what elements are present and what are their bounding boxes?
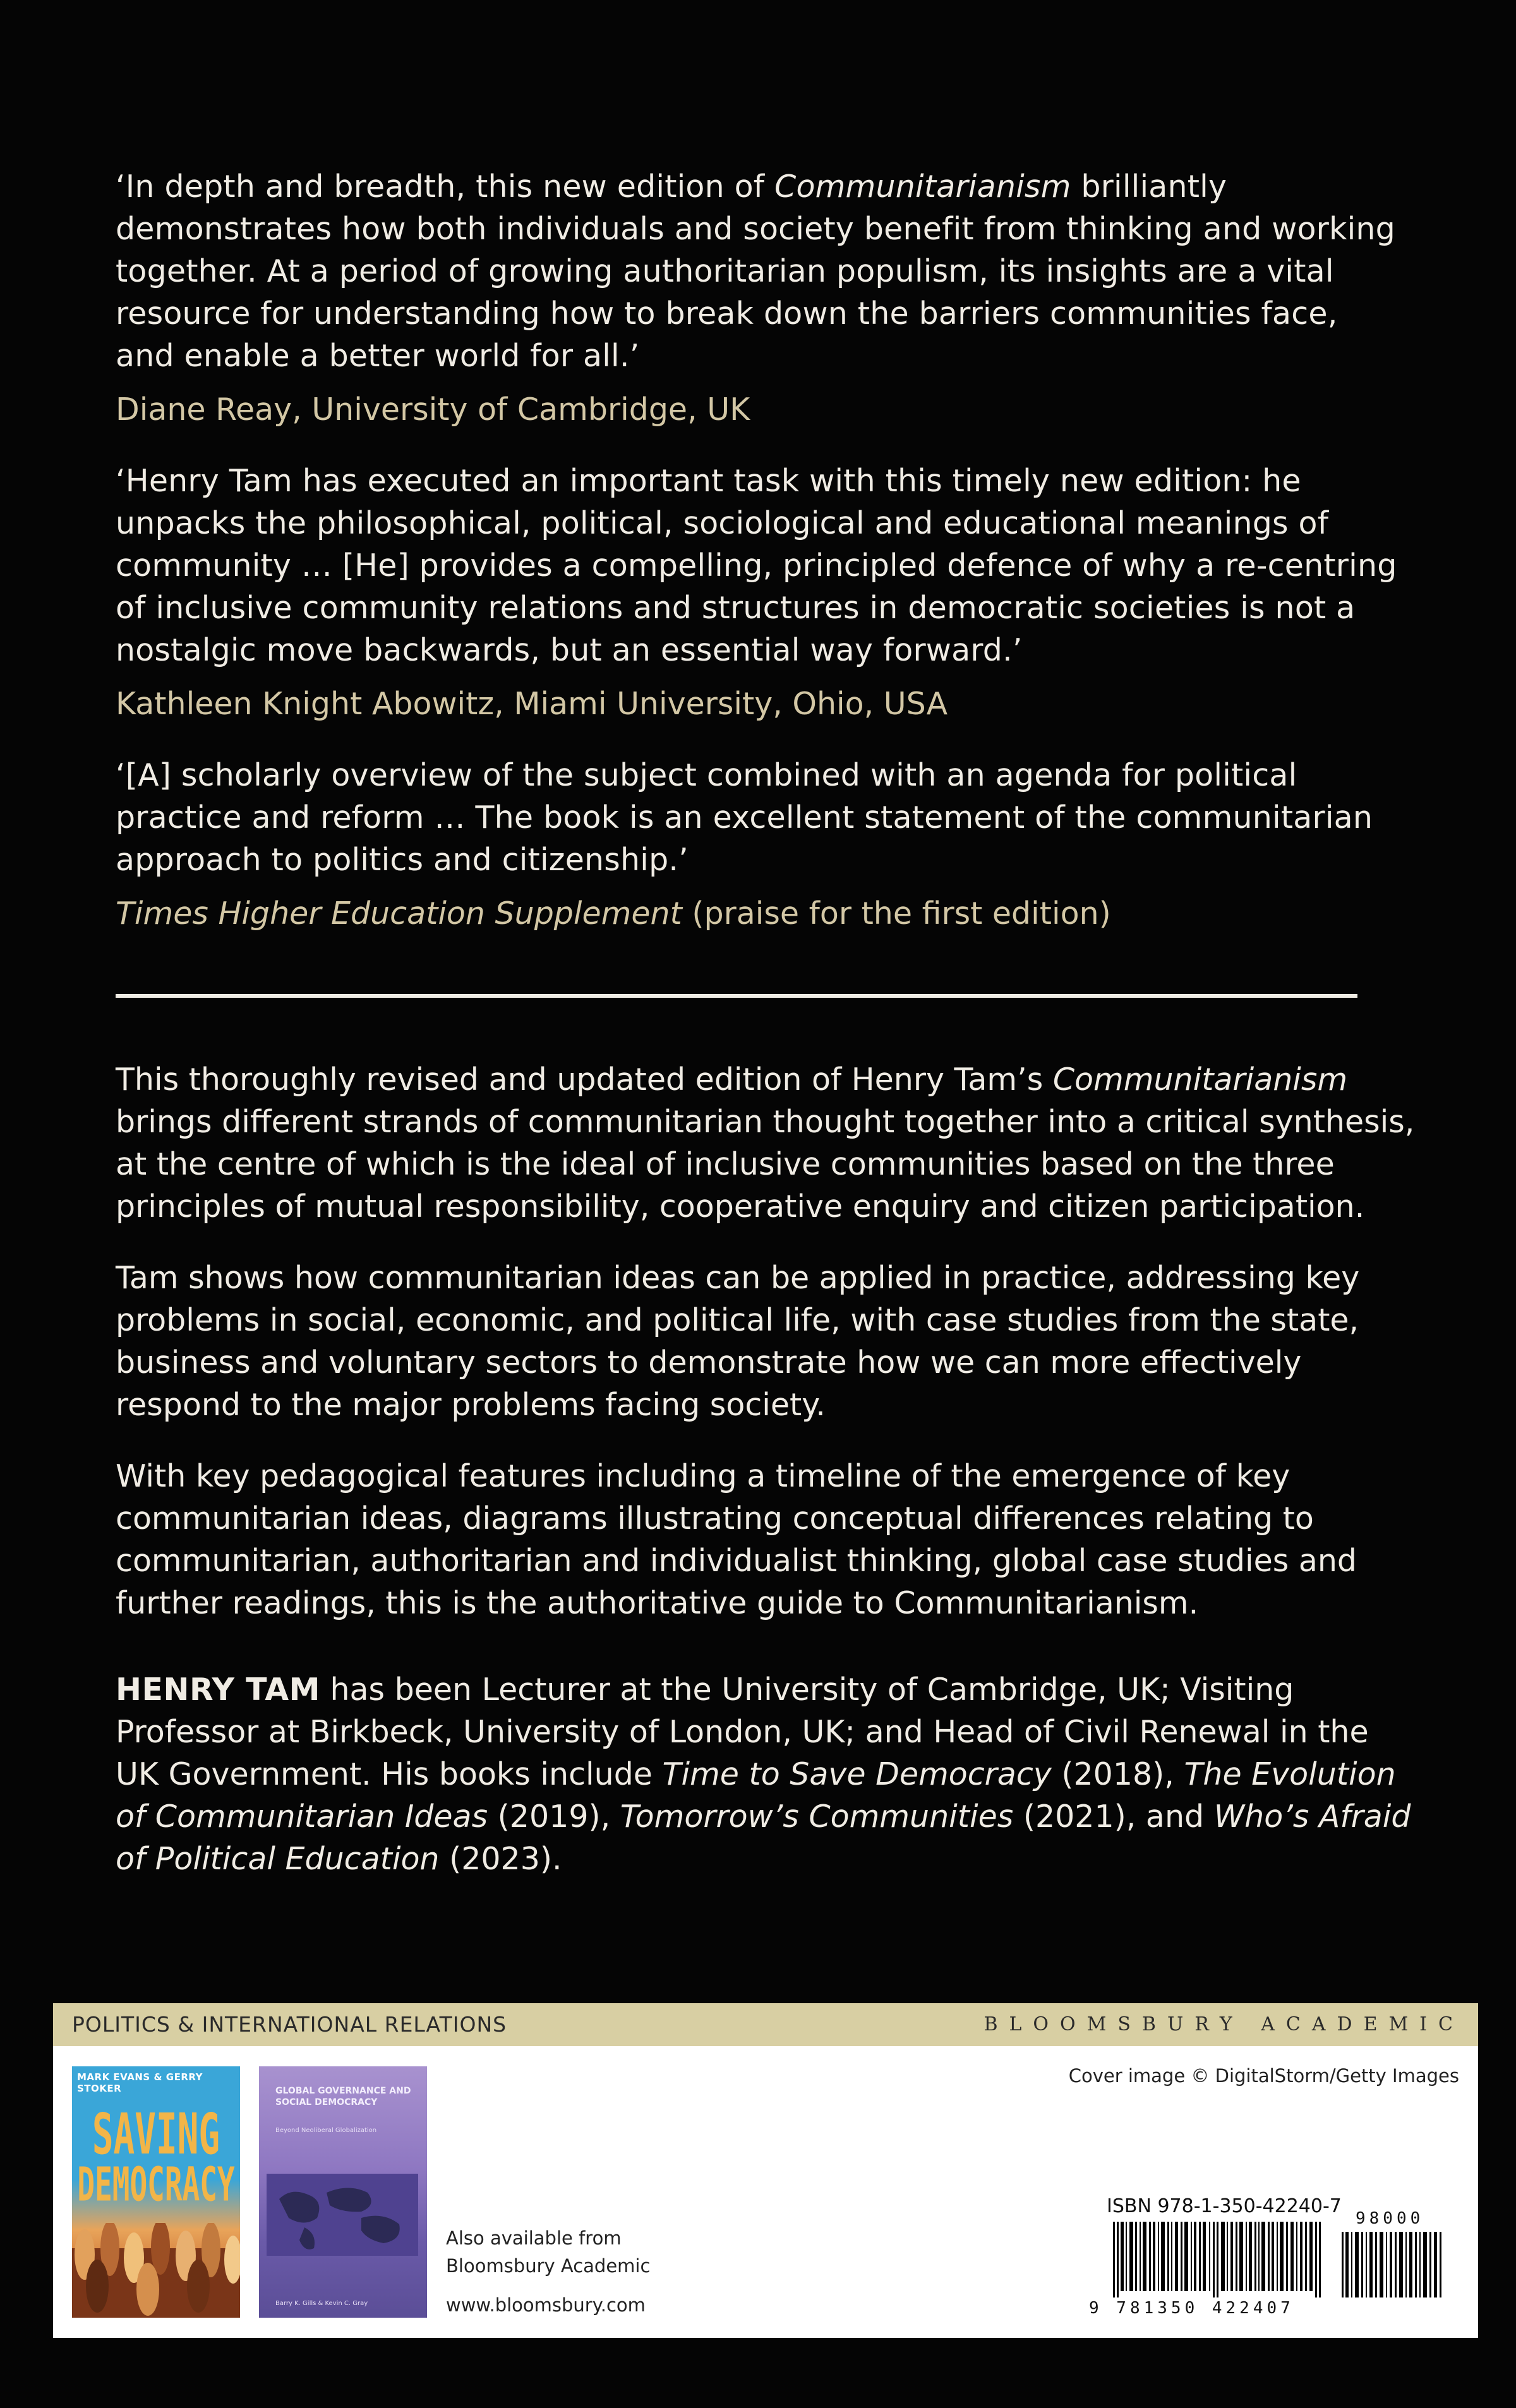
bio-text: has been Lecturer at the University of Cambridge, UK; Visiting Professor at Birkbeck, University of London, UK; and Head of Civil Renewal in the UK Government. His books include: [116, 1672, 1369, 1792]
also-available-line1: Also available from: [446, 2227, 622, 2249]
category-strip: [53, 2003, 1478, 2046]
endorsement-text-part: ‘In depth and breadth, this new edition of: [116, 169, 775, 205]
book-title-italic: Communitarianism: [1052, 1062, 1348, 1098]
endorsement-3: [116, 754, 1404, 935]
description-text: This thoroughly revised and updated edition of Henry Tam’s: [116, 1062, 1053, 1098]
price-addon-barcode: [1342, 2232, 1443, 2297]
endorsement-text: ‘Henry Tam has executed an important task with this timely new edition: he unpacks the philosophical, political, sociological and educational meanings of community … [He] provides a compelling, principled defence of why a re-centring of inclusive community relations and structures in democratic societies is not a nostalgic move backwards, but an essential way forward.’: [116, 463, 1397, 668]
bio-text: (2021), and: [1013, 1799, 1214, 1835]
back-panel: [53, 2046, 1478, 2338]
attribution-note: (praise for the first edition): [682, 896, 1111, 931]
endorsement-attribution: [116, 892, 1404, 935]
cover-image-credit: Cover image © DigitalStorm/Getty Images: [1068, 2065, 1459, 2087]
bio-text: (2018),: [1051, 1756, 1184, 1792]
also-available-note: [446, 2224, 650, 2280]
related-book-authors: MARK EVANS & GERRY STOKER: [77, 2071, 203, 2094]
related-book-global-governance: [259, 2066, 427, 2318]
barcode-addon-digits: 98000: [1356, 2209, 1424, 2228]
related-book-title-line1: SAVING: [92, 2102, 220, 2168]
also-available-line2: Bloomsbury Academic: [446, 2255, 651, 2277]
endorsement-text-part: brilliantly demonstrates how both individuals and society benefit from thinking and working together. At a period of growing authoritarian populism, its insights are a vital resource for understanding how to break down the barriers communities face, and enable a better world for all.’: [116, 169, 1395, 374]
subject-category: POLITICS & INTERNATIONAL RELATIONS: [72, 2012, 507, 2037]
bio-text: (2023).: [439, 1841, 562, 1877]
description-text: brings different strands of communitarian thought together into a critical synthesis, at the centre of which is the ideal of inclusive communities based on the three principles of mutual responsibility, cooperative enquiry and citizen participation.: [116, 1104, 1415, 1225]
related-book-title: GLOBAL GOVERNANCE AND SOCIAL DEMOCRACY: [275, 2086, 411, 2107]
related-book-saving-democracy: [72, 2066, 240, 2318]
related-book-editors: Barry K. Gills & Kevin C. Gray: [275, 2300, 368, 2307]
bio-book-title: Time to Save Democracy: [662, 1756, 1052, 1792]
bio-book-title: Tomorrow’s Communities: [620, 1799, 1014, 1835]
bio-book-title: The Evolution of Communitarian Ideas: [116, 1756, 1396, 1835]
publisher-logo-text: BLOOMSBURY ACADEMIC: [984, 2013, 1464, 2035]
author-name: HENRY TAM: [116, 1672, 320, 1708]
bio-text: (2019),: [488, 1799, 620, 1835]
world-map-illustration: [267, 2174, 418, 2256]
description-paragraph-1: [116, 1058, 1417, 1228]
publication-name: Times Higher Education Supplement: [116, 896, 682, 931]
barcode-digits: 9 781350 422407: [1089, 2299, 1294, 2318]
endorsement-text: [116, 165, 1404, 377]
description-paragraph-2: Tam shows how communitarian ideas can be applied in practice, addressing key problems in social, economic, and political life, with case studies from the state, business and voluntary sectors to demonstrate how we can more effectively respond to the major problems facing society.: [116, 1260, 1360, 1423]
isbn-barcode: [1113, 2222, 1321, 2297]
bio-book-title: Who’s Afraid of Political Education: [116, 1799, 1411, 1877]
endorsement-2: [116, 460, 1404, 725]
endorsement-attribution: Kathleen Knight Abowitz, Miami University, Ohio, USA: [116, 686, 948, 722]
author-bio: [116, 1668, 1417, 1880]
endorsements: [116, 165, 1404, 960]
description-paragraph-3: With key pedagogical features including a timeline of the emergence of key communitarian ideas, diagrams illustrating conceptual differences relating to communitarian, authoritarian and individualist thinking, global case studies and further readings, this is the authoritative guide to Communitarianism.: [116, 1458, 1357, 1621]
endorsement-1: [116, 165, 1404, 431]
related-book-subtitle: Beyond Neoliberal Globalization: [275, 2127, 377, 2134]
publisher-website: www.bloomsbury.com: [446, 2294, 646, 2316]
divider-rule: [116, 994, 1357, 998]
book-description: [116, 1058, 1417, 1909]
raised-hands-illustration: [72, 2223, 240, 2318]
isbn-number: ISBN 978-1-350-42240-7: [1107, 2195, 1342, 2217]
book-title-italic: Communitarianism: [774, 169, 1071, 205]
endorsement-text: ‘[A] scholarly overview of the subject combined with an agenda for political practice and reform … The book is an excellent statement of the communitarian approach to politics and citizenship.’: [116, 757, 1373, 878]
related-book-title-line2: DEMOCRACY: [77, 2157, 235, 2212]
endorsement-attribution: Diane Reay, University of Cambridge, UK: [116, 392, 750, 428]
